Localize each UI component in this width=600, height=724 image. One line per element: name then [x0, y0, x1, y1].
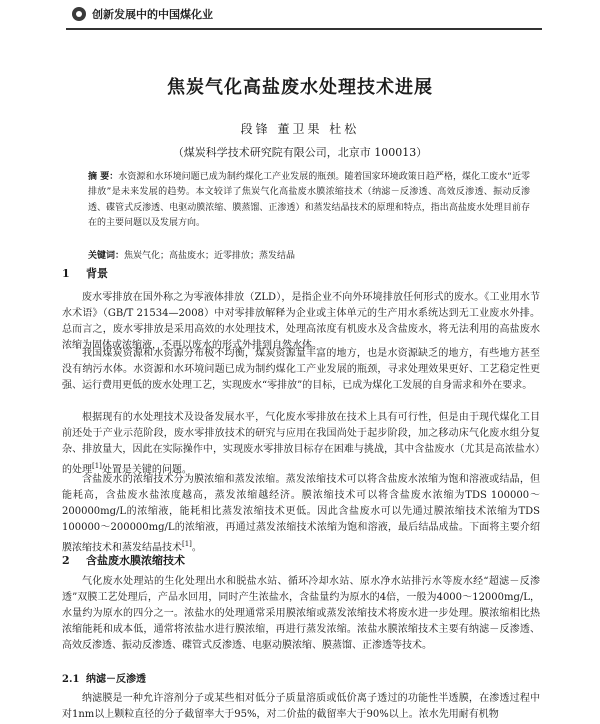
keywords-text: 焦炭气化；高盐废水；近零排放；蒸发结晶	[124, 251, 296, 261]
paragraph	[62, 472, 540, 556]
paragraph: 废水零排放在国外称之为零液体排放（ZLD），是指企业不向外环境排放任何形式的废水。《工业用水节水术语》（GB/T 21534—2008）中对零排放解释为企业或主体单元的生产用水系统达到无工业废水外排。总而言之，废水零排放是采用高效的水处理技术，处理高浓度有机废水及含盐废水，将无法利用的高盐废水浓缩为固体或浓缩液，不再以废水的形式外排到自然水体。	[62, 292, 540, 351]
section-heading-membrane	[62, 552, 185, 568]
paragraph: 气化废水处理站的生化处理出水和脱盐水站、循环冷却水站、原水净水站排污水等废水经“超滤－反渗透”双膜工艺处理后，产品水回用，同时产生浓盐水，含盐量约为原水的4倍，一般为4000～12000mg/L，水量约为原水的四分之一。浓盐水的处理通常采用膜浓缩或蒸发浓缩技术将废水进一步处理。膜浓缩相比热浓缩能耗和成本低，通常将浓盐水进行膜浓缩，再进行蒸发浓缩。浓盐水膜浓缩技术主要有纳滤－反渗透、高效反渗透、振动反渗透、碟管式反渗透、电驱动膜浓缩、膜蒸馏、正渗透等技术。	[62, 576, 540, 651]
paragraph-text: 根据现有的水处理技术及设备发展水平，气化废水零排放在技术上具有可行性，但是由于现代煤化工目前还处于产业示范阶段，废水零排放技术的研究与应用在我国尚处于起步阶段，加之移动床气化废水组分复杂、排放量大，因此在实际操作中，实现废水零排放目标存在困难与挑战，其中含盐废水（尤其是高浓盐水）的处理	[62, 412, 540, 476]
section-title: 含盐废水膜浓缩技术	[86, 554, 185, 567]
section-number: 1	[62, 267, 70, 280]
abstract-text: 水资源和水环境问题已成为制约煤化工产业发展的瓶颈。随着国家环境政策日趋严格，煤化工废水“近零排放”是未来发展的趋势。本文较详了焦炭气化高盐废水膜浓缩技术（纳滤－反渗透、高效反渗透、振动反渗透、碟管式反渗透、电驱动膜浓缩、膜蒸馏、正渗透）和蒸发结晶技术的原理和特点，指出高盐废水处理目前存在的主要问题以及发展方向。	[88, 172, 530, 229]
citation: [1]	[182, 540, 192, 548]
section-number: 2	[62, 554, 70, 567]
journal-name: 创新发展中的中国煤化业	[92, 8, 213, 21]
article-authors: 段锋 董卫果 杜松	[240, 122, 360, 136]
abstract-label: 摘 要：	[88, 172, 119, 182]
subsection-heading-nf-ro	[62, 670, 146, 685]
keywords-label: 关键词：	[88, 251, 125, 261]
paragraph-text: 。	[191, 542, 202, 554]
section-title: 背景	[86, 267, 108, 280]
running-header	[0, 0, 600, 30]
paragraph: 纳滤膜是一种允许溶剂分子或某些相对低分子质量溶质或低价离子透过的功能性半透膜，在渗透过程中对1nm以上颗粒直径的分子截留率大于95%，对二价盐的截留率大于90%以上。浓水先用耐有机物	[62, 693, 540, 720]
article-title: 焦炭气化高盐废水处理技术进展	[167, 77, 433, 98]
paragraph: 我国煤炭资源和水资源分布极不均衡，煤炭资源量丰富的地方，也是水资源缺乏的地方，有些地方甚至没有纳污水体。水资源和水环境问题已成为制约煤化工产业发展的瓶颈，寻求处理效果更好、工艺稳定性更强、运行费用更低的废水处理工艺，实现废水“零排放”的目标，已成为煤化工发展的自身需求和外在要求。	[62, 348, 540, 391]
citation: [1]	[92, 462, 102, 470]
section-heading-background	[62, 265, 108, 281]
paragraph-text: 含盐废水的浓缩技术分为膜浓缩和蒸发浓缩。蒸发浓缩技术可以将含盐废水浓缩为饱和溶液或结晶，但能耗高，含盐废水盐浓度越高，蒸发浓缩越经济。膜浓缩技术可以将含盐废水浓缩为TDS 100000～200000mg/L的浓缩液，能耗相比蒸发浓缩技术更低。因此含盐废水可以先通过膜浓缩技术浓缩为TDS 100000～200000mg/L的浓缩液，再通过蒸发浓缩技术浓缩为饱和溶液，最后结晶成盐。下面将主要介绍膜浓缩技术和蒸发结晶技术	[62, 474, 540, 554]
keywords	[88, 249, 530, 264]
journal-logo-icon	[72, 7, 86, 21]
article-affiliation: （煤炭科学技术研究院有限公司，北京市 100013）	[172, 146, 428, 159]
paragraph-text: 处置是关键的问题。	[101, 464, 192, 476]
abstract	[88, 170, 530, 232]
subsection-number: 2.1	[62, 674, 80, 685]
subsection-title: 纳滤－反渗透	[86, 674, 146, 685]
paragraph	[62, 410, 540, 478]
header-divider	[66, 28, 542, 30]
